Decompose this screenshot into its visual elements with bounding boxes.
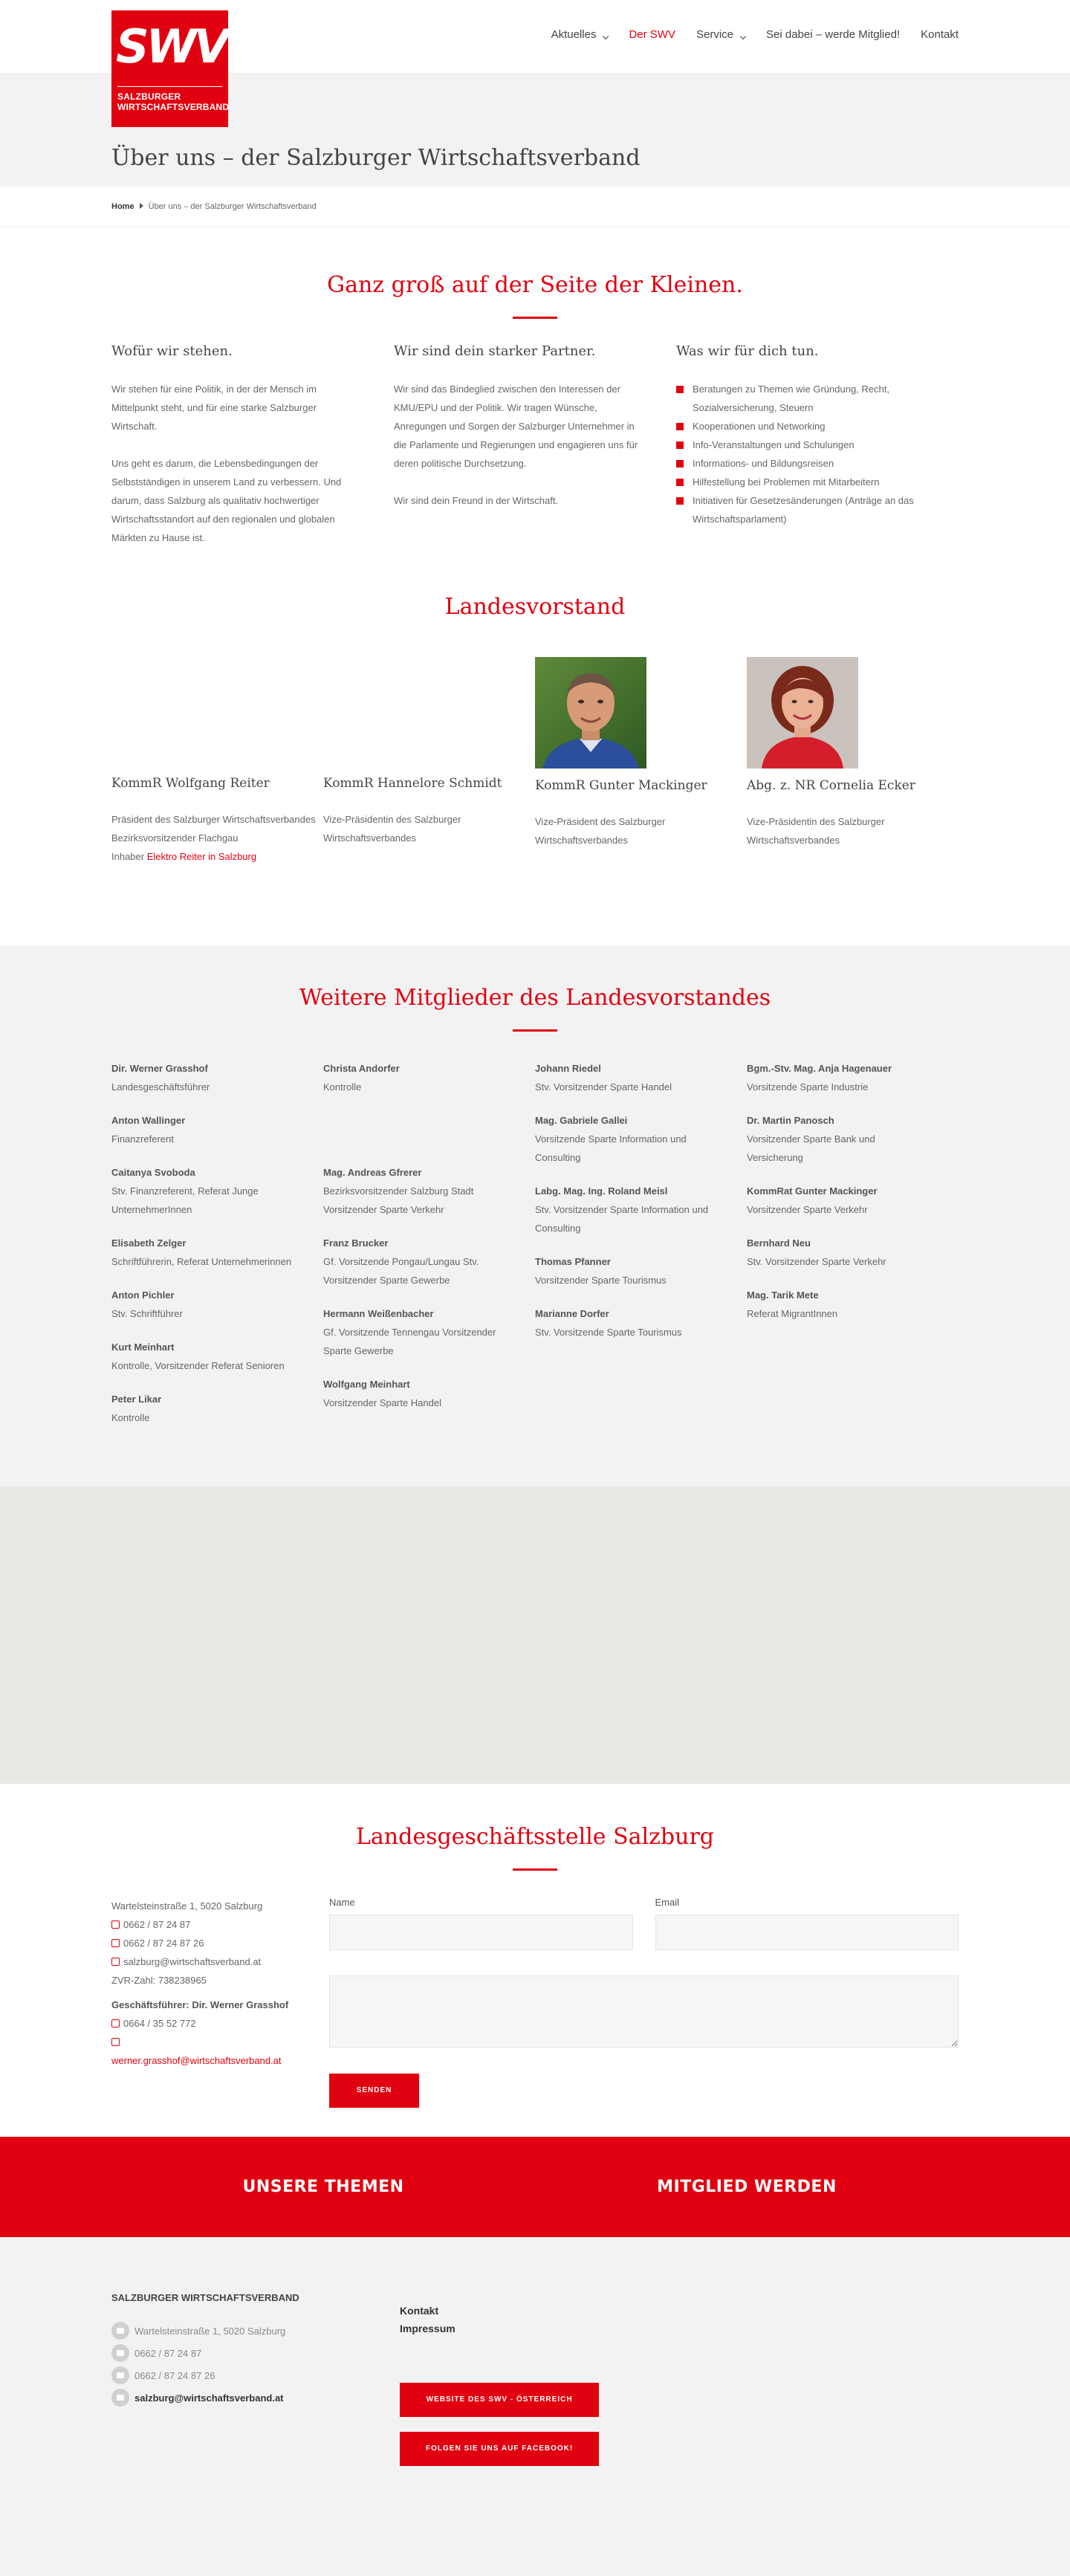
home-icon [111,2322,129,2340]
logo-line2: WIRTSCHAFTSVERBAND [117,102,230,112]
footer-phone[interactable]: 0662 / 87 24 87 [111,2342,400,2364]
nav-label: Der SWV [629,28,675,41]
address-text: Wartelsteinstraße 1, 5020 Salzburg [111,1900,263,1912]
logo-line1: SALZBURGER [117,91,181,102]
gf-email-link[interactable]: werner.grasshof@wirtschaftsverband.at [111,2055,282,2066]
chevron-down-icon [603,33,609,39]
list-item: Wolfgang Meinhart Vorsitzender Sparte Handel [323,1379,441,1408]
list-item: Bernhard Neu Stv. Vorsitzender Sparte Verkehr [747,1237,886,1267]
list-item: Hermann Weißenbacher Gf. Vorsitzende Tennengau Vorsitzender Sparte Gewerbe [323,1308,496,1356]
list-item: Franz Brucker Gf. Vorsitzende Pongau/Lungau Stv. Vorsitzender Sparte Gewerbe [323,1237,479,1286]
about-title: Ganz groß auf der Seite der Kleinen. [327,272,743,298]
about-section [0,227,1070,566]
list-item: Johann Riedel Stv. Vorsitzender Sparte Handel [535,1063,672,1093]
list-item [323,1111,535,1148]
fax-line: 0662 / 87 24 87 26 [111,1934,329,1952]
list-item: Informations- und Bildungsreisen [676,454,959,473]
footer-email[interactable]: salzburg@wirtschaftsverband.at [111,2386,400,2409]
name-field[interactable] [329,1915,633,1950]
list-item: Caitanya Svoboda Stv. Finanzreferent, Referat Junge UnternehmerInnen [111,1167,259,1215]
nav-label: Service [696,28,734,41]
contact-form [329,1897,959,2108]
nav-item-kontakt[interactable] [921,28,959,41]
name-label: Name [329,1897,355,1908]
footer-address: Wartelsteinstraße 1, 5020 Salzburg [111,2320,400,2342]
envelope-icon [111,2038,120,2046]
about-column-3 [676,343,959,566]
member-name: KommR Hannelore Schmidt [323,776,502,791]
member-name: KommR Gunter Mackinger [535,778,707,793]
breadcrumb-current: Über uns – der Salzburger Wirtschaftsverband [148,202,317,211]
facebook-button[interactable]: FOLGEN SIE UNS AUF FACEBOOK! [400,2432,599,2466]
page-title: Über uns – der Salzburger Wirtschaftsverband [111,145,641,171]
footer-heading: SALZBURGER WIRTSCHAFTSVERBAND [111,2292,299,2303]
site-header [0,0,1070,112]
list-item: Kooperationen und Networking [676,417,959,436]
about-column-2 [394,343,676,566]
email-field[interactable] [655,1915,959,1950]
services-list [676,380,959,528]
footer-links [400,2292,599,2466]
list-item: Mag. Gabriele Gallei Vorsitzende Sparte Information und Consulting [535,1115,687,1163]
list-item: Labg. Mag. Ing. Roland Meisl Stv. Vorsitzender Sparte Information und Consulting [535,1185,709,1234]
column-text: Uns geht es darum, die Lebensbedingungen der Selbstständigen in unserem Land zu verbessern. Und darum, dass Salzburg als qualitativ hochwertiger Wirtschaftsstandort auf den regionalen und globalen Märkten zu Hause ist. [111,458,342,543]
mitglied-werden-link[interactable]: MITGLIED WERDEN [657,2178,837,2196]
list-item: Anton Wallinger Finanzreferent [111,1115,186,1145]
member-role: Präsident des Salzburger Wirtschaftsverbandes Bezirksvorsitzender Flachgau Inhaber Elektro Reiter in Salzburg [111,814,316,862]
list-item: Dir. Werner Grasshof Landesgeschäftsführer [111,1063,210,1093]
members-column [323,1059,535,1442]
list-item: Dr. Martin Panosch Vorsitzender Sparte Bank und Versicherung [747,1115,875,1163]
elektro-reiter-link[interactable]: Elektro Reiter in Salzburg [146,851,257,862]
photo-placeholder [323,657,435,768]
fax-icon [111,2366,129,2384]
member-role: Vize-Präsident des Salzburger Wirtschaftsverbandes [535,816,666,846]
column-text: Wir sind das Bindeglied zwischen den Interessen der KMU/EPU und der Politik. Wir tragen Wünsche, Anregungen und Sorgen der Salzburger Unternehmer in die Parlamente und Regierungen und engagieren uns für deren politische Durchsetzung. [394,384,638,469]
list-item: Bgm.-Stv. Mag. Anja Hagenauer Vorsitzende Sparte Industrie [747,1063,892,1093]
envelope-icon [111,1958,120,1966]
swv-logo[interactable] [111,10,228,127]
nav-item-mitglied[interactable] [766,28,900,41]
portrait-photo [535,657,646,768]
list-item: Beratungen zu Themen wie Gründung, Recht, Sozialversicherung, Steuern [676,380,959,417]
nav-item-service[interactable] [696,28,745,41]
board-member [323,657,535,866]
footer-fax: 0662 / 87 24 87 26 [111,2364,400,2386]
phone-icon [111,2344,129,2362]
list-item: Mag. Tarik Mete Referat MigrantInnen [747,1289,838,1319]
swv-oesterreich-button[interactable]: WEBSITE DES SWV - ÖSTERREICH [400,2383,599,2417]
member-role: Vize-Präsidentin des Salzburger Wirtschaftsverbandes [323,814,461,844]
email-label: Email [655,1897,680,1908]
list-item: Peter Likar Kontrolle [111,1394,162,1423]
board-section [0,566,1070,866]
footer-link-impressum[interactable]: Impressum [400,2323,455,2334]
board-member [535,657,747,866]
title-divider [513,1029,557,1032]
logo-wordmark: SWV [116,19,227,74]
phone-icon [111,2019,120,2028]
breadcrumb-home[interactable]: Home [111,202,134,211]
nav-label: Kontakt [921,28,959,41]
cta-bar [0,2137,1070,2237]
nav-label: Aktuelles [551,28,597,41]
members-title: Weitere Mitglieder des Landesvorstandes [299,985,771,1011]
chevron-down-icon [740,33,746,39]
board-title: Landesvorstand [444,594,626,620]
photo-placeholder [111,657,223,768]
message-field[interactable] [329,1975,959,2048]
email-line[interactable]: salzburg@wirtschaftsverband.at [111,1952,329,1971]
list-item: Hilfestellung bei Problemen mit Mitarbeitern [676,473,959,491]
list-item: Mag. Andreas Gfrerer Bezirksvorsitzender Salzburg Stadt Vorsitzender Sparte Verkehr [323,1167,474,1215]
member-role: Vize-Präsidentin des Salzburger Wirtschaftsverbandes [747,816,885,846]
list-item: Elisabeth Zelger Schriftführerin, Referat Unternehmerinnen [111,1237,292,1267]
footer-contact [111,2292,400,2466]
zvr-text: ZVR-Zahl: 738238965 [111,1975,207,1986]
fax-icon [111,1939,120,1947]
unsere-themen-link[interactable]: UNSERE THEMEN [242,2178,404,2196]
envelope-icon [111,2389,129,2407]
portrait-photo [747,657,858,768]
board-member [747,657,959,866]
chevron-right-icon [140,203,143,209]
gf-envelope [111,2033,329,2051]
phone-icon [111,1920,120,1929]
phone-line[interactable]: 0662 / 87 24 87 [111,1915,329,1934]
column-heading: Wir sind dein starker Partner. [394,343,596,359]
list-item: Kurt Meinhart Kontrolle, Vorsitzender Referat Senioren [111,1342,285,1371]
logo-divider [117,86,222,87]
contact-info [111,1897,329,2108]
nav-item-aktuelles[interactable] [551,28,609,41]
members-column [747,1059,959,1442]
column-heading: Was wir für dich tun. [676,343,819,359]
title-divider [513,1868,557,1871]
list-item: Info-Veranstaltungen und Schulungen [676,436,959,454]
gf-label: Geschäftsführer: Dir. Werner Grasshof [111,1999,289,2010]
column-heading: Wofür wir stehen. [111,343,233,359]
member-name: Abg. z. NR Cornelia Ecker [747,778,915,793]
site-footer [0,2237,1070,2576]
contact-title: Landesgeschäftsstelle Salzburg [356,1824,714,1850]
members-column [535,1059,747,1442]
send-button[interactable]: SENDEN [329,2074,419,2108]
list-item: Christa Andorfer Kontrolle [323,1063,400,1093]
nav-label: Sei dabei – werde Mitglied! [766,28,901,41]
list-item: Thomas Pfanner Vorsitzender Sparte Tourismus [535,1256,667,1286]
about-column-1 [111,343,394,566]
list-item: Initiativen für Gesetzesänderungen (Anträge an das Wirtschaftsparlament) [676,491,959,528]
member-name: KommR Wolfgang Reiter [111,776,270,791]
column-text: Wir stehen für eine Politik, in der der Mensch im Mittelpunkt steht, und für eine starke Salzburger Wirtschaft. [111,384,317,432]
contact-section [0,1784,1070,2108]
board-member [111,657,323,866]
gf-phone-line[interactable]: 0664 / 35 52 772 [111,2014,329,2033]
members-section [0,945,1070,1486]
members-column [111,1059,323,1442]
column-text: Wir sind dein Freund in der Wirtschaft. [394,495,559,506]
breadcrumb [0,187,1070,227]
map-area[interactable] [0,1486,1070,1784]
list-item: Marianne Dorfer Stv. Vorsitzende Sparte Tourismus [535,1308,682,1338]
main-nav [551,28,959,41]
list-item: Anton Pichler Stv. Schriftführer [111,1289,183,1319]
title-divider [513,317,557,319]
nav-item-der-swv[interactable] [629,28,675,41]
footer-link-kontakt[interactable]: Kontakt [400,2305,439,2317]
list-item: KommRat Gunter Mackinger Vorsitzender Sparte Verkehr [747,1185,878,1215]
